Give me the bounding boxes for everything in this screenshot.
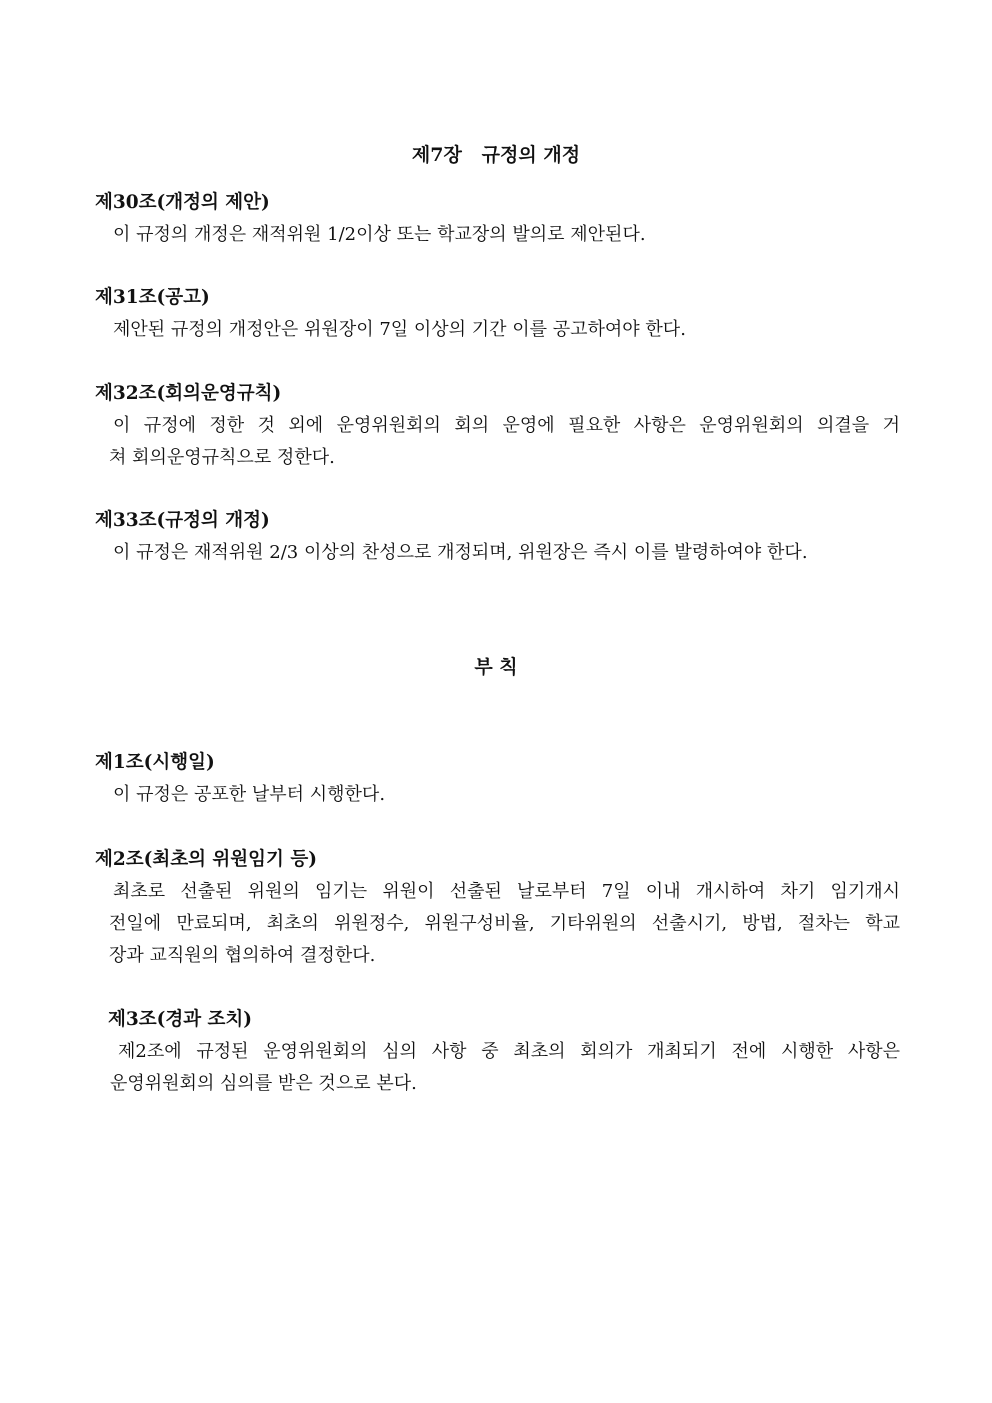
article-heading: 제31조(공고) bbox=[95, 287, 210, 308]
article-heading: 제3조(경과 조치) bbox=[108, 1009, 253, 1030]
article-text: 이 규정의 개정은 재적위원 1/2이상 또는 학교장의 발의로 제안된다. bbox=[113, 224, 646, 245]
article-33 bbox=[95, 505, 900, 569]
article-text: 이 규정은 공포한 날부터 시행한다. bbox=[113, 784, 386, 805]
article-heading: 제2조(최초의 위원임기 등) bbox=[95, 849, 317, 870]
article-text: 운영위원회의 심의를 받은 것으로 본다. bbox=[110, 1073, 417, 1094]
article-text: 이 규정은 재적위원 2/3 이상의 찬성으로 개정되며, 위원장은 즉시 이를 발령하여야 한다. bbox=[113, 542, 808, 563]
article-heading: 제1조(시행일) bbox=[95, 752, 215, 773]
appendix-article-1 bbox=[95, 747, 900, 811]
chapter-title: 제7장 규정의 개정 bbox=[411, 144, 581, 166]
article-heading: 제32조(회의운영규칙) bbox=[95, 383, 282, 404]
article-text: 장과 교직원의 협의하여 결정한다. bbox=[109, 945, 376, 966]
article-30 bbox=[95, 187, 900, 251]
appendix-article-3 bbox=[108, 1004, 900, 1100]
article-text: 제2조에 규정된 운영위원회의 심의 사항 중 최초의 회의가 개최되기 전에 시행한 사항은 bbox=[118, 1041, 900, 1062]
appendix-article-2 bbox=[95, 844, 900, 972]
article-text: 최초로 선출된 위원의 임기는 위원이 선출된 날로부터 7일 이내 개시하여 차기 임기개시 bbox=[113, 881, 900, 902]
article-text: 이 규정에 정한 것 외에 운영위원회의 회의 운영에 필요한 사항은 운영위원회의 의결을 거 bbox=[113, 415, 900, 436]
article-32 bbox=[95, 378, 900, 474]
article-text: 제안된 규정의 개정안은 위원장이 7일 이상의 기간 이를 공고하여야 한다. bbox=[113, 319, 686, 340]
article-heading: 제33조(규정의 개정) bbox=[95, 510, 270, 531]
article-text: 전일에 만료되며, 최초의 위원정수, 위원구성비율, 기타위원의 선출시기, 방법, 절차는 학교 bbox=[109, 913, 900, 934]
article-31 bbox=[95, 282, 900, 346]
appendix-title: 부 칙 bbox=[474, 656, 518, 678]
article-text: 쳐 회의운영규칙으로 정한다. bbox=[109, 447, 335, 468]
article-heading: 제30조(개정의 제안) bbox=[95, 192, 270, 213]
